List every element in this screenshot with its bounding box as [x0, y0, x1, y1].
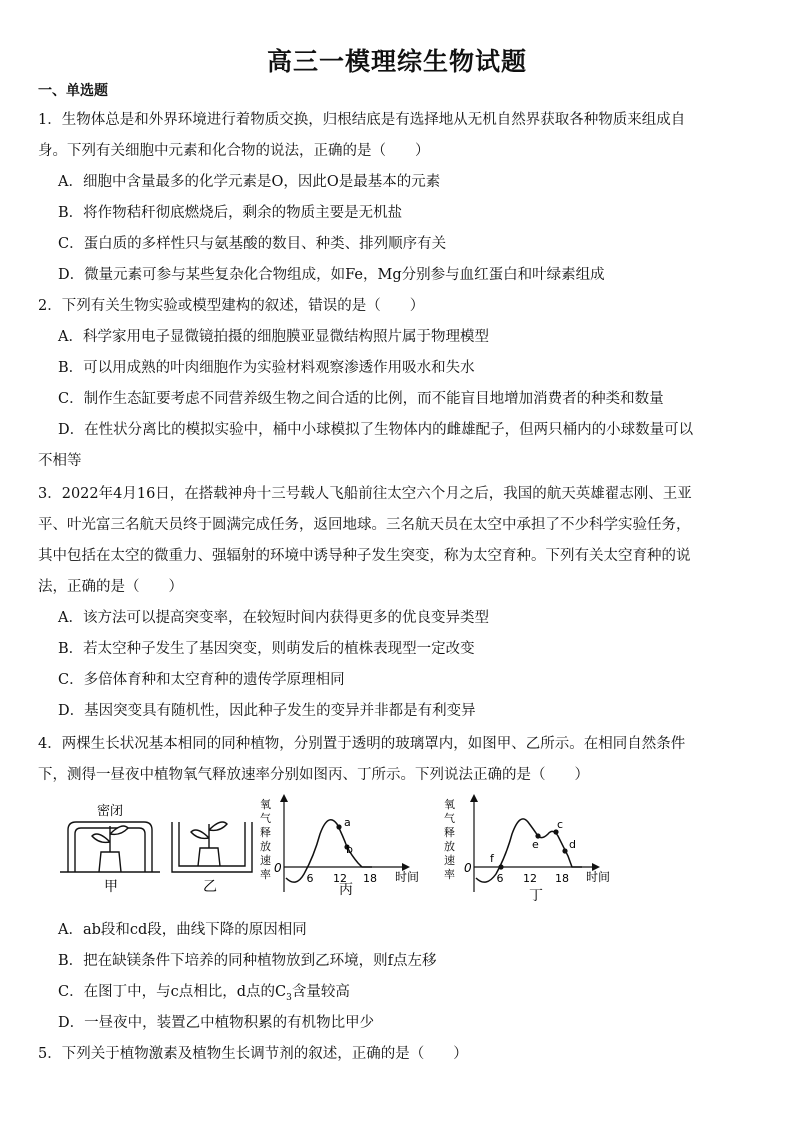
- figure-yi-apparatus: [172, 822, 252, 872]
- figure-label-jia: 甲: [104, 879, 118, 895]
- q3-option-a: A．该方法可以提高突变率，在较短时间内获得更多的优良变异类型: [58, 610, 489, 626]
- origin-ding: 0: [464, 861, 472, 875]
- q4-option-b: B．把在缺镁条件下培养的同种植物放到乙环境，则f点左移: [58, 953, 437, 969]
- svg-text:氧: 氧: [260, 798, 271, 811]
- figure-label-bing: 丙: [339, 882, 353, 898]
- svg-text:气: 气: [260, 812, 271, 825]
- q3-stem-line2: 平、叶光富三名航天员终于圆满完成任务，返回地球。三名航天员在太空中承担了不少科学实验任务，: [38, 517, 691, 533]
- svg-text:释: 释: [260, 826, 271, 839]
- label-point-d: d: [569, 838, 576, 851]
- svg-text:放: 放: [260, 840, 271, 853]
- svg-text:放: 放: [444, 840, 455, 853]
- figure-jia-apparatus: [60, 822, 160, 872]
- q5-stem: 5．下列关于植物激素及植物生长调节剂的叙述，正确的是（ ）: [38, 1046, 468, 1062]
- svg-text:氧: 氧: [444, 798, 455, 811]
- q3-stem-line1: 3．2022年4月16日，在搭载神舟十三号载人飞船前往太空六个月之后，我国的航天英雄翟志刚、王亚: [38, 486, 692, 502]
- svg-text:率: 率: [260, 868, 271, 881]
- q2-option-d: D．在性状分离比的模拟实验中，桶中小球模拟了生物体内的雌雄配子，但两只桶内的小球数量可以: [58, 422, 694, 438]
- q3-option-c: C．多倍体育种和太空育种的遗传学原理相同: [58, 672, 345, 688]
- q4-stem-line1: 4．两棵生长状况基本相同的同种植物，分别置于透明的玻璃罩内，如图甲、乙所示。在相同自然条件: [38, 736, 686, 752]
- q2-option-b: B．可以用成熟的叶肉细胞作为实验材料观察渗透作用吸水和失水: [58, 360, 475, 376]
- point-a: [336, 824, 341, 829]
- q4-option-c: [58, 980, 350, 1003]
- q1-option-b: B．将作物秸秆彻底燃烧后，剩余的物质主要是无机盐: [58, 205, 403, 221]
- label-point-a: a: [344, 816, 351, 829]
- q2-option-d-cont: 不相等: [38, 453, 82, 469]
- q4-option-d: D．一昼夜中，装置乙中植物积累的有机物比甲少: [58, 1015, 375, 1031]
- q3-stem-line3: 其中包括在太空的微重力、强辐射的环境中诱导种子发生突变，称为太空育种。下列有关太空育种的说: [38, 548, 691, 564]
- svg-text:气: 气: [444, 812, 455, 825]
- y-axis-label-ding: [444, 797, 455, 881]
- svg-text:率: 率: [444, 868, 455, 881]
- section-heading: 一、单选题: [38, 83, 108, 99]
- q1-stem-line1: 1．生物体总是和外界环境进行着物质交换，归根结底是有选择地从无机自然界获取各种物质来组成自: [38, 112, 686, 128]
- q2-stem: 2．下列有关生物实验或模型建构的叙述，错误的是（ ）: [38, 298, 425, 314]
- q4-option-c-text-end: 含量较高: [291, 984, 350, 1000]
- svg-text:速: 速: [260, 854, 271, 867]
- q4-option-c-text: C．在图丁中，与c点相比，d点的C: [58, 984, 287, 1000]
- q4-option-a: A．ab段和cd段，曲线下降的原因相同: [58, 922, 307, 938]
- q3-option-b: B．若太空种子发生了基因突变，则萌发后的植株表现型一定改变: [58, 641, 475, 657]
- tick-bing-12: 12: [333, 872, 347, 885]
- q2-option-c: C．制作生态缸要考虑不同营养级生物之间合适的比例，而不能盲目地增加消费者的种类和数量: [58, 391, 664, 407]
- q1-option-c: C．蛋白质的多样性只与氨基酸的数目、种类、排列顺序有关: [58, 236, 447, 252]
- svg-text:释: 释: [444, 826, 455, 839]
- q4-option-c-subscript: 3: [286, 992, 292, 1003]
- y-axis-label-bing: [260, 797, 271, 881]
- figure-label-ding: 丁: [529, 888, 543, 904]
- figure-label-yi: 乙: [203, 879, 217, 895]
- tick-ding-6: 6: [496, 872, 504, 885]
- tick-ding-12: 12: [523, 872, 537, 885]
- tick-bing-18: 18: [363, 872, 377, 885]
- x-label-bing: 时间: [394, 870, 420, 884]
- q3-stem-line4: 法，正确的是（ ）: [38, 579, 183, 595]
- sealed-label: 密闭: [96, 804, 124, 819]
- label-point-f: f: [490, 852, 494, 865]
- q1-option-a: A．细胞中含量最多的化学元素是O，因此O是最基本的元素: [58, 174, 441, 190]
- q1-stem-line2: 身。下列有关细胞中元素和化合物的说法，正确的是（ ）: [38, 143, 430, 159]
- point-d: [562, 848, 567, 853]
- q4-figure: [0, 790, 794, 908]
- label-point-e: e: [532, 838, 539, 851]
- q4-stem-line2: 下，测得一昼夜中植物氧气释放速率分别如图丙、丁所示。下列说法正确的是（ ）: [38, 767, 589, 783]
- svg-text:速: 速: [444, 854, 455, 867]
- q1-option-d: D．微量元素可参与某些复杂化合物组成，如Fe，Mg分别参与血红蛋白和叶绿素组成: [58, 267, 605, 283]
- page-title: 高三一模理综生物试题: [266, 47, 527, 76]
- tick-ding-18: 18: [555, 872, 569, 885]
- q3-option-d: D．基因突变具有随机性，因此种子发生的变异并非都是有利变异: [58, 703, 476, 719]
- point-f: [498, 864, 503, 869]
- label-point-b: b: [346, 843, 353, 856]
- label-point-c: c: [557, 818, 564, 831]
- tick-bing-6: 6: [306, 872, 314, 885]
- q2-option-a: A．科学家用电子显微镜拍摄的细胞膜亚显微结构照片属于物理模型: [58, 329, 489, 345]
- x-label-ding: 时间: [585, 870, 611, 884]
- curve-bing: [286, 820, 372, 882]
- origin-bing: 0: [274, 861, 282, 875]
